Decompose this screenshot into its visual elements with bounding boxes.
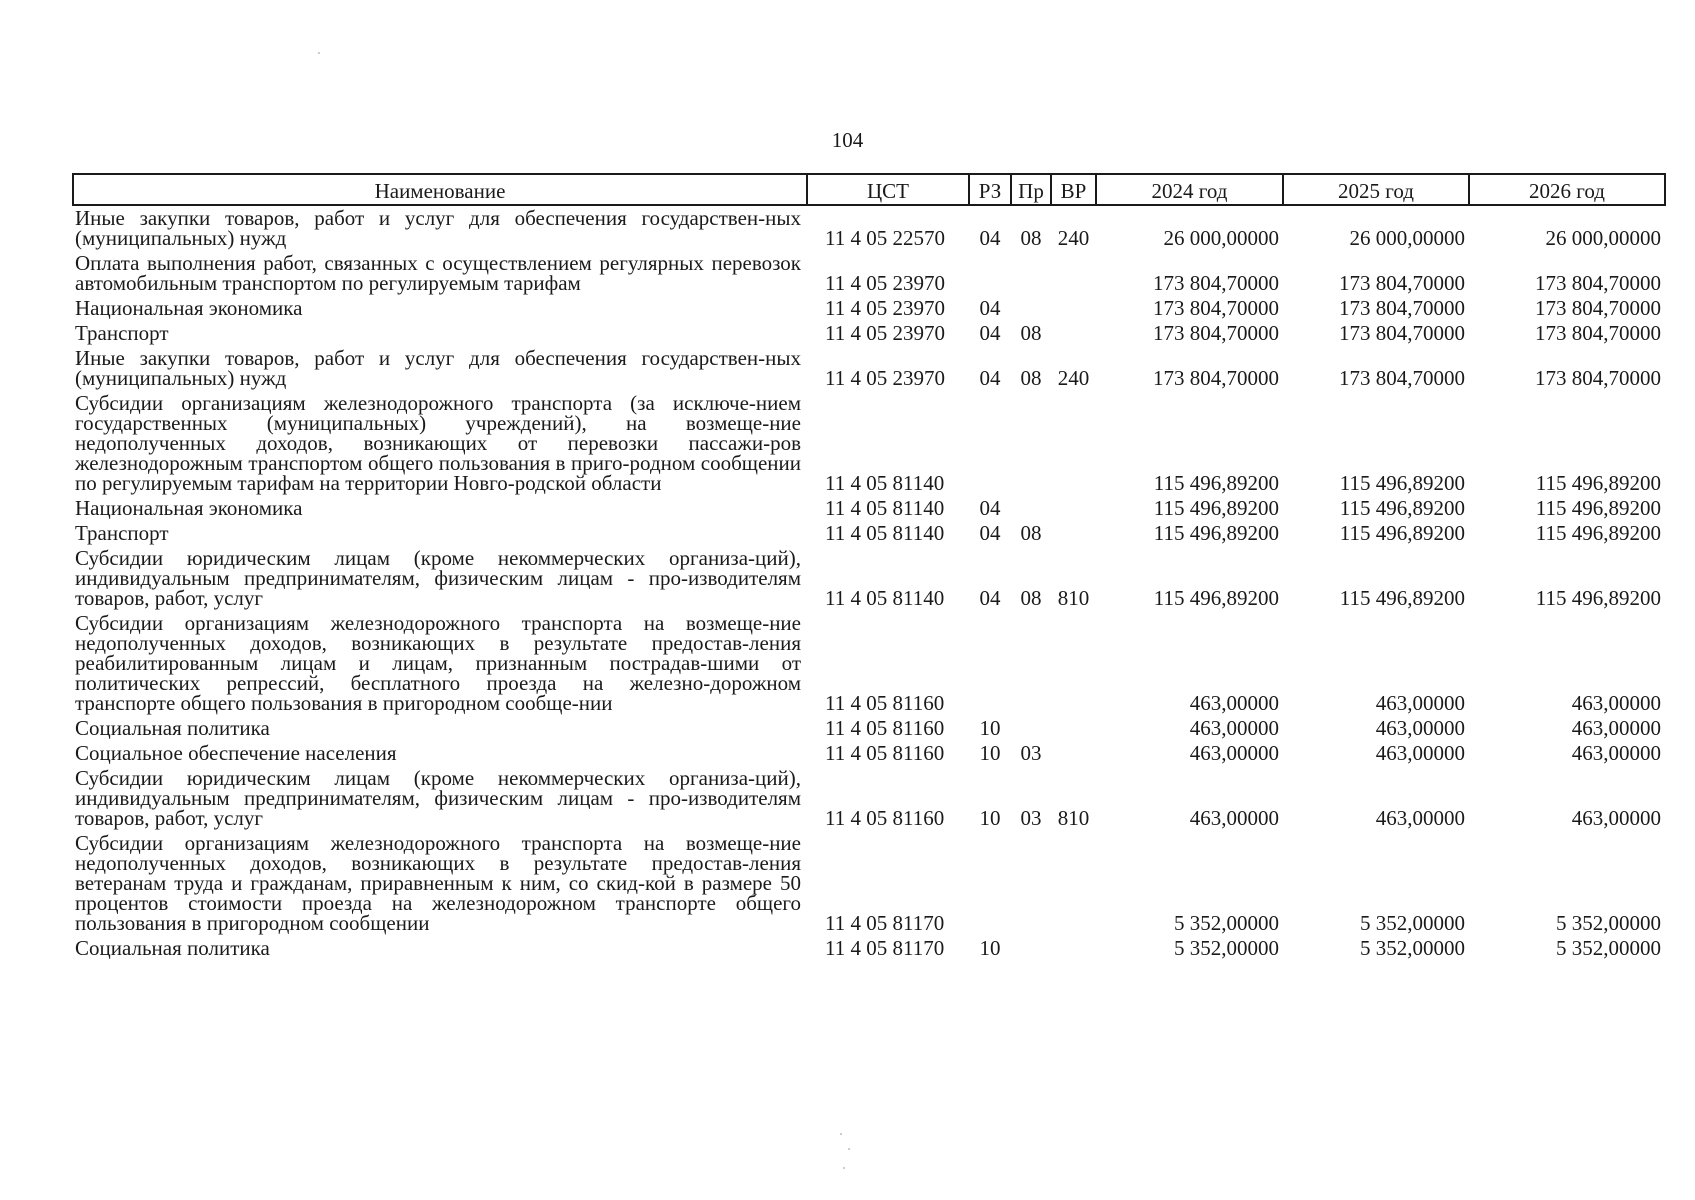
row-2025-value: 173 804,70000 (1339, 296, 1465, 320)
row-2024-value: 463,00000 (1189, 691, 1279, 715)
row-2024-value: 463,00000 (1189, 741, 1279, 765)
row-cst: 11 4 05 23970 (825, 321, 945, 345)
table-row (73, 518, 1665, 543)
row-cst: 11 4 05 81160 (825, 716, 945, 740)
row-name: Субсидии организациям железнодорожного транспорта на возмеще-ние недополученных доходов, возникающих в результате предостав-ления ветеранам труда и гражданам, приравненным к ним, со скид-кой в размере 50 процентов стоимости проезда на железнодорожном транспорте общего пользования в пригородном сообщении (75, 831, 801, 935)
row-2026-value: 173 804,70000 (1535, 271, 1661, 295)
row-2025-value: 115 496,89200 (1339, 471, 1465, 495)
table-row (73, 248, 1665, 293)
row-cst: 11 4 05 81160 (825, 691, 945, 715)
row-2024-value: 115 496,89200 (1153, 521, 1279, 545)
table-row (73, 205, 1665, 248)
row-2025-value: 463,00000 (1375, 691, 1465, 715)
row-cst: 11 4 05 81160 (825, 741, 945, 765)
row-pr: 08 (1020, 366, 1042, 390)
row-name: Субсидии организациям железнодорожного транспорта на возмеще-ние недополученных доходов, возникающих в результате предостав-ления реабилитированным лицам и лицам, признанным пострадав-шими от политических репрессий, бесплатного проезда на железно-дорожном транспорте общего пользования в пригородном сообще-нии (75, 611, 801, 715)
row-pr (1011, 248, 1051, 293)
row-2026-value: 463,00000 (1571, 806, 1661, 830)
table-row (73, 763, 1665, 828)
row-cst: 11 4 05 81170 (825, 936, 945, 960)
row-vr (1051, 493, 1096, 518)
row-name: Субсидии организациям железнодорожного транспорта (за исключе-нием государственных (муниципальных) учреждений), на возмеще-ние недополученных доходов, возникающих от перевозки пассажи-ров железнодорожным транспортом общего пользования в приго-родном сообщении по регулируемым тарифам на территории Новго-родской области (75, 391, 801, 495)
page-number: 104 (831, 128, 864, 152)
row-2024-value: 173 804,70000 (1153, 271, 1279, 295)
row-pr: 08 (1020, 586, 1042, 610)
header-name: Наименование (73, 174, 807, 205)
row-cst: 11 4 05 81140 (825, 496, 945, 520)
row-pr: 03 (1020, 741, 1042, 765)
table-row (73, 933, 1665, 958)
row-vr (1051, 318, 1096, 343)
table-row (73, 293, 1665, 318)
row-2025-value: 173 804,70000 (1339, 271, 1465, 295)
row-vr (1051, 248, 1096, 293)
row-2026-value: 115 496,89200 (1535, 471, 1661, 495)
row-2024-value: 5 352,00000 (1174, 911, 1279, 935)
table-row (73, 713, 1665, 738)
scan-speck (840, 1133, 842, 1135)
row-2026-value: 115 496,89200 (1535, 586, 1661, 610)
row-2026-value: 115 496,89200 (1535, 521, 1661, 545)
table-row (73, 388, 1665, 493)
row-rz: 04 (979, 296, 1001, 320)
scan-speck (318, 52, 320, 54)
row-2025-value: 5 352,00000 (1360, 936, 1465, 960)
row-pr: 08 (1020, 321, 1042, 345)
row-pr (1011, 828, 1051, 933)
row-pr (1011, 933, 1051, 958)
row-vr (1051, 608, 1096, 713)
header-2024: 2024 год (1096, 174, 1283, 205)
row-name: Иные закупки товаров, работ и услуг для обеспечения государствен-ных (муниципальных) нужд (75, 206, 801, 250)
row-name: Субсидии юридическим лицам (кроме некоммерческих организа-ций), индивидуальным предпринимателям, физическим лицам - про-изводителям товаров, работ, услуг (75, 546, 801, 610)
row-cst: 11 4 05 81160 (825, 806, 945, 830)
row-2025-value: 26 000,00000 (1349, 226, 1465, 250)
table-row (73, 343, 1665, 388)
row-2026-value: 5 352,00000 (1556, 911, 1661, 935)
header-rz: РЗ (969, 174, 1011, 205)
header-vr: ВР (1051, 174, 1096, 205)
row-pr (1011, 388, 1051, 493)
table-row (73, 828, 1665, 933)
row-name: Национальная экономика (75, 496, 303, 520)
row-2026-value: 173 804,70000 (1535, 296, 1661, 320)
row-2024-value: 463,00000 (1189, 716, 1279, 740)
row-name: Социальная политика (75, 716, 270, 740)
row-cst: 11 4 05 81140 (825, 586, 945, 610)
row-vr (1051, 713, 1096, 738)
row-2026-value: 463,00000 (1571, 716, 1661, 740)
row-2024-value: 173 804,70000 (1153, 366, 1279, 390)
table-header (73, 174, 1665, 205)
row-pr: 03 (1020, 806, 1042, 830)
row-vr: 810 (1057, 586, 1090, 610)
row-rz: 10 (979, 716, 1001, 740)
row-vr: 240 (1057, 366, 1090, 390)
row-2025-value: 115 496,89200 (1339, 521, 1465, 545)
row-vr: 240 (1057, 226, 1090, 250)
row-2024-value: 26 000,00000 (1163, 226, 1279, 250)
row-2024-value: 115 496,89200 (1153, 586, 1279, 610)
row-cst: 11 4 05 22570 (825, 226, 945, 250)
row-2024-value: 115 496,89200 (1153, 471, 1279, 495)
row-name: Национальная экономика (75, 296, 303, 320)
row-2024-value: 115 496,89200 (1153, 496, 1279, 520)
row-rz (969, 608, 1011, 713)
row-rz (969, 388, 1011, 493)
row-2024-value: 173 804,70000 (1153, 321, 1279, 345)
row-rz: 04 (979, 226, 1001, 250)
row-2024-value: 173 804,70000 (1153, 296, 1279, 320)
row-cst: 11 4 05 81140 (825, 521, 945, 545)
row-2026-value: 115 496,89200 (1535, 496, 1661, 520)
row-name: Иные закупки товаров, работ и услуг для обеспечения государствен-ных (муниципальных) нужд (75, 346, 801, 390)
row-name: Транспорт (75, 321, 169, 345)
row-pr (1011, 608, 1051, 713)
row-name: Социальная политика (75, 936, 270, 960)
row-name: Оплата выполнения работ, связанных с осуществлением регулярных перевозок автомобильным транспортом по регулируемым тарифам (75, 251, 801, 295)
row-2024-value: 463,00000 (1189, 806, 1279, 830)
row-2025-value: 173 804,70000 (1339, 366, 1465, 390)
row-vr (1051, 293, 1096, 318)
row-rz: 04 (979, 586, 1001, 610)
row-pr (1011, 293, 1051, 318)
table-row (73, 543, 1665, 608)
row-rz: 10 (979, 741, 1001, 765)
row-vr (1051, 738, 1096, 763)
row-pr (1011, 713, 1051, 738)
row-2026-value: 173 804,70000 (1535, 366, 1661, 390)
row-rz: 04 (979, 521, 1001, 545)
scan-speck (848, 1148, 850, 1150)
row-2025-value: 115 496,89200 (1339, 496, 1465, 520)
table-row (73, 318, 1665, 343)
row-rz: 04 (979, 366, 1001, 390)
row-cst: 11 4 05 23970 (825, 271, 945, 295)
table-row (73, 493, 1665, 518)
row-2026-value: 463,00000 (1571, 691, 1661, 715)
row-vr: 810 (1057, 806, 1090, 830)
row-cst: 11 4 05 23970 (825, 366, 945, 390)
row-vr (1051, 933, 1096, 958)
row-2025-value: 115 496,89200 (1339, 586, 1465, 610)
row-vr (1051, 388, 1096, 493)
row-rz: 10 (979, 936, 1001, 960)
row-2026-value: 26 000,00000 (1545, 226, 1661, 250)
row-cst: 11 4 05 23970 (825, 296, 945, 320)
row-2026-value: 173 804,70000 (1535, 321, 1661, 345)
row-2024-value: 5 352,00000 (1174, 936, 1279, 960)
header-2026: 2026 год (1469, 174, 1665, 205)
table-row (73, 738, 1665, 763)
row-2025-value: 463,00000 (1375, 741, 1465, 765)
row-pr: 08 (1020, 226, 1042, 250)
row-2025-value: 463,00000 (1375, 716, 1465, 740)
table-body (73, 205, 1665, 958)
row-rz (969, 248, 1011, 293)
row-name: Социальное обеспечение населения (75, 741, 397, 765)
row-2025-value: 463,00000 (1375, 806, 1465, 830)
row-2026-value: 463,00000 (1571, 741, 1661, 765)
header-cst: ЦСТ (807, 174, 969, 205)
row-name: Транспорт (75, 521, 169, 545)
row-2025-value: 173 804,70000 (1339, 321, 1465, 345)
row-cst: 11 4 05 81170 (825, 911, 945, 935)
row-rz: 04 (979, 321, 1001, 345)
row-rz (969, 828, 1011, 933)
header-pr: Пр (1011, 174, 1051, 205)
row-rz: 04 (979, 496, 1001, 520)
row-2026-value: 5 352,00000 (1556, 936, 1661, 960)
row-pr: 08 (1020, 521, 1042, 545)
scan-speck (843, 1167, 845, 1169)
row-vr (1051, 518, 1096, 543)
row-rz: 10 (979, 806, 1001, 830)
row-pr (1011, 493, 1051, 518)
header-2025: 2025 год (1283, 174, 1469, 205)
table-row (73, 608, 1665, 713)
row-name: Субсидии юридическим лицам (кроме некоммерческих организа-ций), индивидуальным предпринимателям, физическим лицам - про-изводителям товаров, работ, услуг (75, 766, 801, 830)
row-vr (1051, 828, 1096, 933)
budget-table (72, 173, 1666, 958)
row-2025-value: 5 352,00000 (1360, 911, 1465, 935)
row-cst: 11 4 05 81140 (825, 471, 945, 495)
